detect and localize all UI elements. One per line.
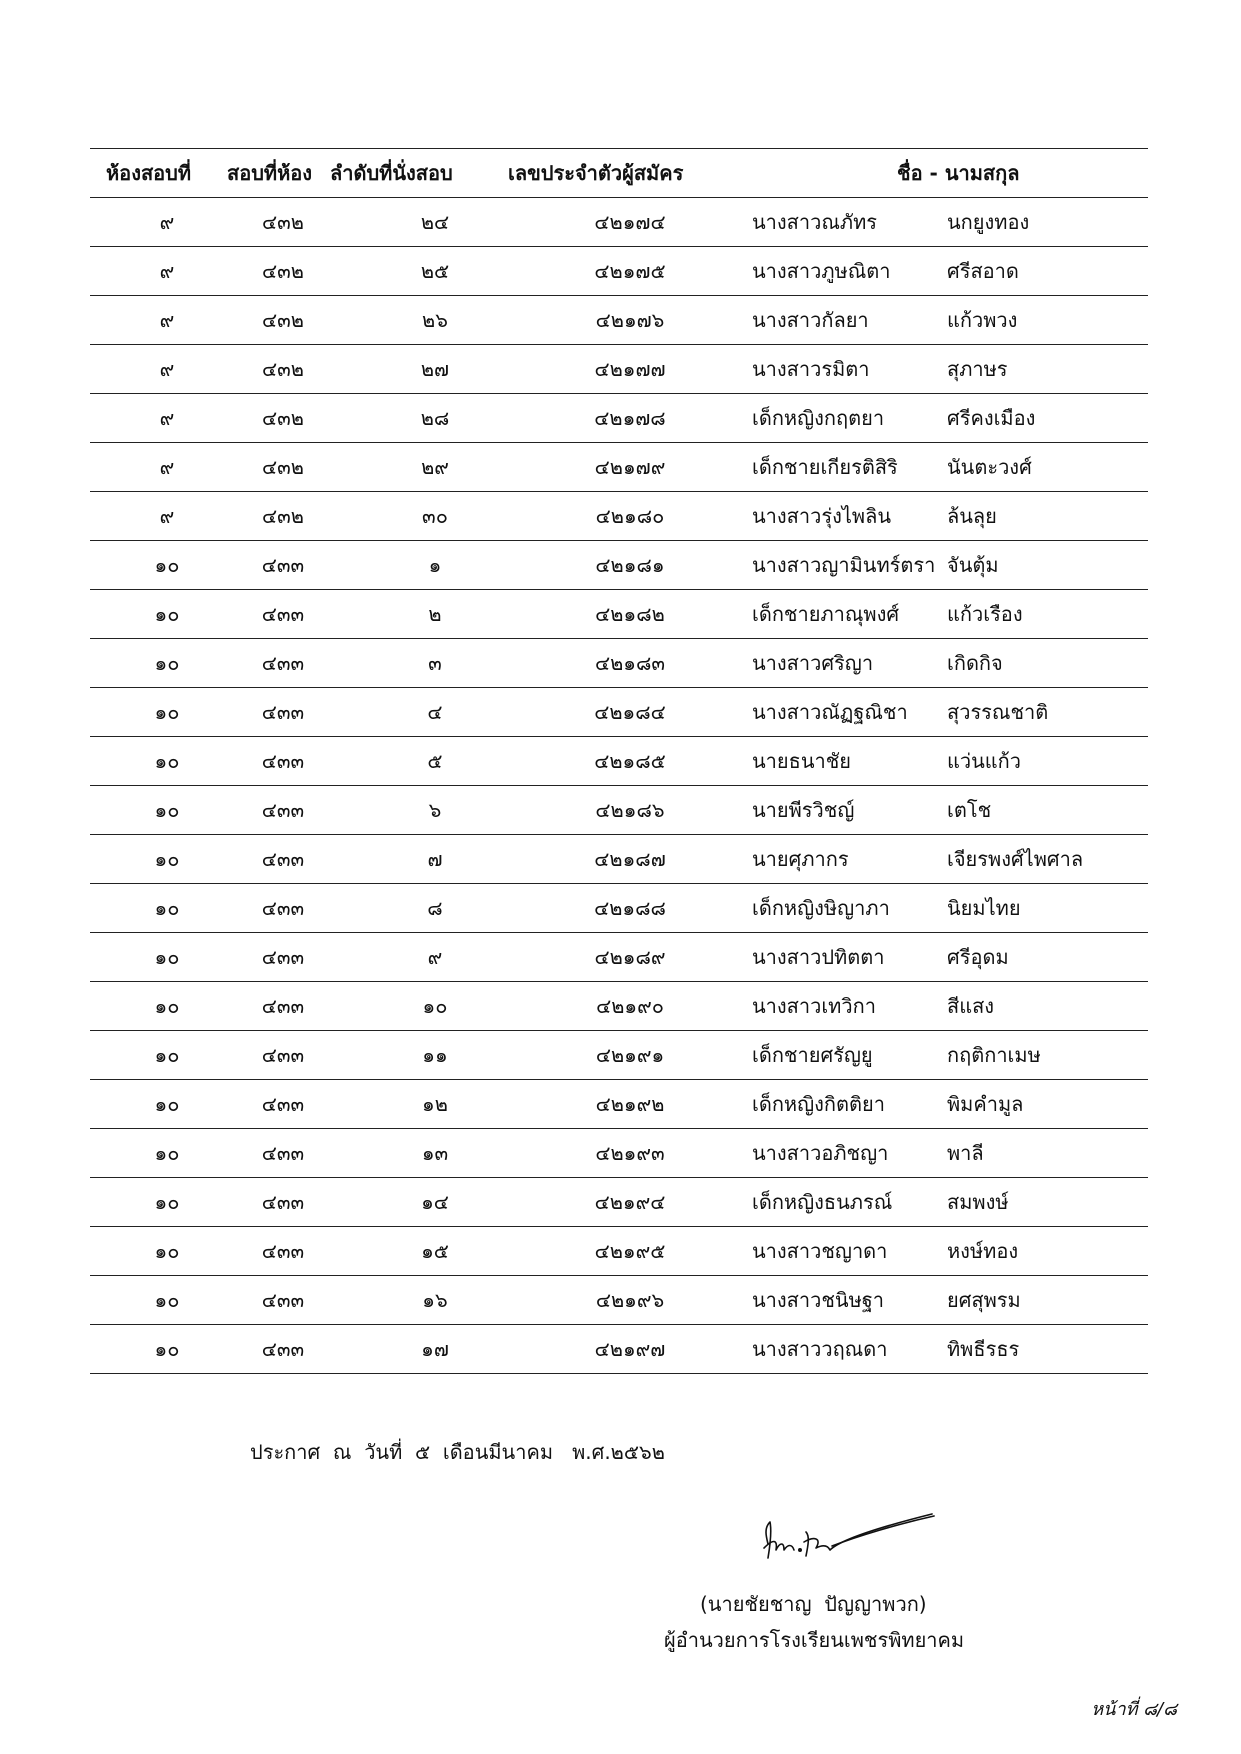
cell-first-name: เด็กชายเกียรติสิริ: [752, 454, 898, 479]
cell-first-name: นางสาวณัฏฐณิชา: [752, 699, 908, 724]
cell-applicant-id: ๔๒๑๘๑: [595, 552, 665, 577]
cell-applicant-id: ๔๒๑๗๗: [594, 356, 666, 381]
cell-seat: ๘: [427, 895, 443, 920]
table-row: [90, 981, 1148, 1030]
cell-room-location: ๔๓๓: [261, 601, 305, 626]
cell-seat: ๑๐: [422, 993, 448, 1018]
cell-seat: ๑๖: [422, 1287, 448, 1312]
cell-room-location: ๔๓๓: [261, 993, 305, 1018]
cell-room: ๑๐: [154, 993, 180, 1018]
cell-seat: ๙: [427, 944, 443, 969]
cell-last-name: เกิดกิจ: [947, 650, 1003, 675]
cell-last-name: แก้วเรือง: [947, 601, 1023, 626]
cell-first-name: นางสาวณภัทร: [752, 209, 877, 234]
cell-last-name: กฤติกาเมษ: [947, 1042, 1041, 1067]
cell-room: ๑๐: [154, 1336, 180, 1361]
cell-room-location: ๔๓๒: [262, 503, 304, 528]
cell-seat: ๒: [428, 601, 442, 626]
cell-room: ๑๐: [154, 1091, 180, 1116]
cell-applicant-id: ๔๒๑๙๒: [595, 1091, 665, 1116]
table-row: [90, 834, 1148, 883]
cell-room: ๑๐: [154, 1238, 180, 1263]
cell-room-location: ๔๓๓: [261, 650, 305, 675]
cell-seat: ๒๖: [422, 307, 448, 332]
table-row: [90, 1177, 1148, 1226]
signer-name: (นายชัยชาญ ปัญญาพวก): [700, 1592, 927, 1616]
cell-last-name: พิมคำมูล: [947, 1091, 1024, 1116]
cell-first-name: นางสาวชญาดา: [752, 1238, 888, 1263]
table-row: [90, 589, 1148, 638]
cell-first-name: นางสาวภูษณิตา: [752, 258, 891, 283]
cell-room-location: ๔๓๓: [261, 1189, 305, 1214]
table-row: [90, 1079, 1148, 1128]
cell-last-name: นกยูงทอง: [947, 209, 1030, 234]
table-row: [90, 638, 1148, 687]
table-row: [90, 540, 1148, 589]
table-row: [90, 197, 1148, 246]
cell-room: ๑๐: [154, 699, 180, 724]
cell-applicant-id: ๔๒๑๙๐: [596, 993, 664, 1018]
cell-seat: ๖: [428, 797, 442, 822]
cell-first-name: นางสาวอภิชญา: [752, 1140, 889, 1165]
cell-room: ๑๐: [154, 552, 180, 577]
cell-room: ๙: [159, 258, 175, 283]
cell-room-location: ๔๓๓: [261, 1287, 305, 1312]
cell-last-name: แว่นแก้ว: [947, 748, 1022, 773]
cell-seat: ๗: [427, 846, 443, 871]
cell-applicant-id: ๔๒๑๙๑: [595, 1042, 665, 1067]
cell-room-location: ๔๓๒: [262, 356, 304, 381]
cell-last-name: ศรีคงเมือง: [947, 405, 1036, 430]
cell-first-name: นางสาวรมิตา: [752, 356, 870, 381]
header-seat: ลำดับที่นั่งสอบ: [330, 160, 453, 185]
cell-room: ๑๐: [154, 650, 180, 675]
cell-first-name: นางสาวกัลยา: [752, 307, 869, 332]
cell-room: ๑๐: [154, 895, 180, 920]
cell-applicant-id: ๔๒๑๘๗: [594, 846, 666, 871]
table-row: [90, 932, 1148, 981]
cell-applicant-id: ๔๒๑๙๕: [594, 1238, 666, 1263]
cell-first-name: นางสาวเทวิกา: [752, 993, 876, 1018]
cell-room: ๑๐: [154, 748, 180, 773]
table-row: [90, 246, 1148, 295]
cell-room-location: ๔๓๓: [261, 797, 305, 822]
table-row: [90, 1324, 1148, 1373]
cell-room-location: ๔๓๓: [261, 552, 305, 577]
cell-seat: ๑๔: [421, 1189, 449, 1214]
cell-room-location: ๔๓๒: [262, 307, 304, 332]
cell-seat: ๒๙: [421, 454, 449, 479]
cell-seat: ๒๕: [420, 258, 450, 283]
cell-first-name: เด็กหญิงษิญาภา: [752, 895, 890, 920]
cell-last-name: สุวรรณชาติ: [947, 699, 1049, 724]
cell-last-name: ทิพธีรธร: [947, 1336, 1020, 1361]
cell-first-name: เด็กชายศรัญยู: [752, 1042, 873, 1067]
table-row: [90, 687, 1148, 736]
cell-last-name: สมพงษ์: [947, 1189, 1009, 1214]
cell-seat: ๕: [427, 748, 443, 773]
row-divider: [90, 1373, 1148, 1374]
cell-seat: ๔: [427, 699, 443, 724]
cell-room: ๙: [159, 503, 175, 528]
cell-first-name: นางสาวปทิตตา: [752, 944, 885, 969]
cell-seat: ๒๘: [420, 405, 450, 430]
table-row: [90, 442, 1148, 491]
cell-room: ๙: [159, 209, 175, 234]
cell-applicant-id: ๔๒๑๙๓: [595, 1140, 665, 1165]
cell-last-name: ศรีอุดม: [947, 944, 1009, 969]
cell-room: ๑๐: [154, 944, 180, 969]
cell-last-name: หงษ์ทอง: [947, 1238, 1019, 1263]
cell-room: ๙: [159, 405, 175, 430]
cell-last-name: ล้นลุย: [947, 503, 997, 528]
table-row: [90, 344, 1148, 393]
cell-room-location: ๔๓๒: [262, 258, 304, 283]
table-row: [90, 736, 1148, 785]
cell-room: ๙: [159, 307, 175, 332]
header-name: ชื่อ - นามสกุล: [897, 160, 1020, 185]
header-room: ห้องสอบที่: [106, 160, 192, 185]
cell-last-name: สีแสง: [947, 993, 995, 1018]
cell-seat: ๓: [428, 650, 442, 675]
cell-first-name: นางสาวชนิษฐา: [752, 1287, 885, 1312]
cell-room-location: ๔๓๓: [261, 699, 305, 724]
cell-room: ๑๐: [154, 846, 180, 871]
cell-last-name: นิยมไทย: [947, 895, 1021, 920]
cell-applicant-id: ๔๒๑๘๓: [594, 650, 666, 675]
cell-applicant-id: ๔๒๑๗๔: [594, 209, 666, 234]
cell-seat: ๑๓: [421, 1140, 449, 1165]
cell-last-name: สุภาษร: [947, 356, 1008, 381]
cell-last-name: พาลี: [947, 1140, 984, 1165]
table-row: [90, 393, 1148, 442]
cell-room: ๑๐: [154, 797, 180, 822]
cell-applicant-id: ๔๒๑๗๙: [594, 454, 666, 479]
cell-room-location: ๔๓๓: [261, 1140, 305, 1165]
cell-room: ๑๐: [154, 601, 180, 626]
cell-last-name: ศรีสอาด: [947, 258, 1019, 283]
cell-first-name: นางสาวศริญา: [752, 650, 874, 675]
header-room-location: สอบที่ห้อง: [227, 160, 313, 185]
cell-room: ๑๐: [154, 1140, 180, 1165]
table-row: [90, 1030, 1148, 1079]
cell-applicant-id: ๔๒๑๙๖: [595, 1287, 665, 1312]
cell-first-name: นางสาวญามินทร์ตรา: [752, 552, 936, 577]
cell-seat: ๑๒: [422, 1091, 448, 1116]
cell-applicant-id: ๔๒๑๘๙: [594, 944, 666, 969]
table-row: [90, 785, 1148, 834]
cell-applicant-id: ๔๒๑๗๕: [594, 258, 666, 283]
cell-first-name: นายศุภากร: [752, 846, 849, 871]
cell-room-location: ๔๓๓: [261, 1238, 305, 1263]
cell-last-name: จันตุ้ม: [947, 552, 999, 577]
cell-last-name: เจียรพงศ์ไพศาล: [947, 846, 1084, 871]
table-row: [90, 295, 1148, 344]
table-row: [90, 883, 1148, 932]
cell-last-name: นันตะวงศ์: [947, 454, 1032, 479]
cell-first-name: เด็กหญิงกิตติยา: [752, 1091, 885, 1116]
cell-last-name: เตโช: [947, 797, 992, 822]
cell-last-name: ยศสุพรม: [947, 1287, 1021, 1312]
cell-room: ๙: [159, 454, 175, 479]
cell-room-location: ๔๓๓: [261, 895, 305, 920]
cell-first-name: นางสาววฤณดา: [752, 1336, 888, 1361]
cell-room-location: ๔๓๒: [262, 454, 304, 479]
cell-seat: ๓๐: [422, 503, 448, 528]
cell-room-location: ๔๓๓: [261, 846, 305, 871]
cell-last-name: แก้วพวง: [947, 307, 1018, 332]
cell-seat: ๒๔: [420, 209, 450, 234]
cell-applicant-id: ๔๒๑๙๔: [594, 1189, 666, 1214]
cell-first-name: เด็กหญิงกฤตยา: [752, 405, 885, 430]
signature: [748, 1502, 948, 1572]
signature-icon: [748, 1502, 948, 1572]
signer-title: ผู้อำนวยการโรงเรียนเพชรพิทยาคม: [664, 1628, 965, 1652]
cell-applicant-id: ๔๒๑๘๕: [594, 748, 666, 773]
cell-applicant-id: ๔๒๑๘๒: [595, 601, 665, 626]
table-row: [90, 1226, 1148, 1275]
announcement-date: ประกาศ ณ วันที่ ๕ เดือนมีนาคม พ.ศ.๒๕๖๒: [250, 1440, 665, 1464]
cell-room-location: ๔๓๓: [261, 1042, 305, 1067]
cell-room: ๑๐: [154, 1189, 180, 1214]
cell-applicant-id: ๔๒๑๙๗: [594, 1336, 666, 1361]
cell-seat: ๑๗: [421, 1336, 449, 1361]
cell-room-location: ๔๓๓: [261, 944, 305, 969]
cell-seat: ๒๗: [420, 356, 450, 381]
table-row: [90, 1275, 1148, 1324]
cell-first-name: นายธนาชัย: [752, 748, 852, 773]
cell-room: ๑๐: [154, 1287, 180, 1312]
cell-applicant-id: ๔๒๑๘๐: [595, 503, 665, 528]
cell-first-name: นางสาวรุ่งไพลิน: [752, 503, 892, 528]
cell-seat: ๑: [428, 552, 442, 577]
header-applicant-id: เลขประจำตัวผู้สมัคร: [508, 160, 684, 185]
cell-seat: ๑๕: [421, 1238, 449, 1263]
cell-first-name: เด็กหญิงธนภรณ์: [752, 1189, 893, 1214]
cell-room-location: ๔๓๒: [262, 209, 304, 234]
cell-room: ๙: [159, 356, 175, 381]
cell-room-location: ๔๓๓: [261, 748, 305, 773]
cell-seat: ๑๑: [422, 1042, 448, 1067]
cell-applicant-id: ๔๒๑๘๔: [594, 699, 666, 724]
cell-room-location: ๔๓๒: [262, 405, 304, 430]
cell-applicant-id: ๔๒๑๘๘: [594, 895, 666, 920]
cell-first-name: นายพีรวิชญ์: [752, 797, 855, 822]
table-row: [90, 1128, 1148, 1177]
cell-room: ๑๐: [154, 1042, 180, 1067]
cell-room-location: ๔๓๓: [261, 1336, 305, 1361]
cell-room-location: ๔๓๓: [261, 1091, 305, 1116]
cell-first-name: เด็กชายภาณุพงศ์: [752, 601, 900, 626]
cell-applicant-id: ๔๒๑๘๖: [595, 797, 665, 822]
cell-applicant-id: ๔๒๑๗๘: [594, 405, 666, 430]
cell-applicant-id: ๔๒๑๗๖: [595, 307, 665, 332]
page-number: หน้าที่ ๘/๘: [1091, 1699, 1177, 1720]
table-row: [90, 491, 1148, 540]
